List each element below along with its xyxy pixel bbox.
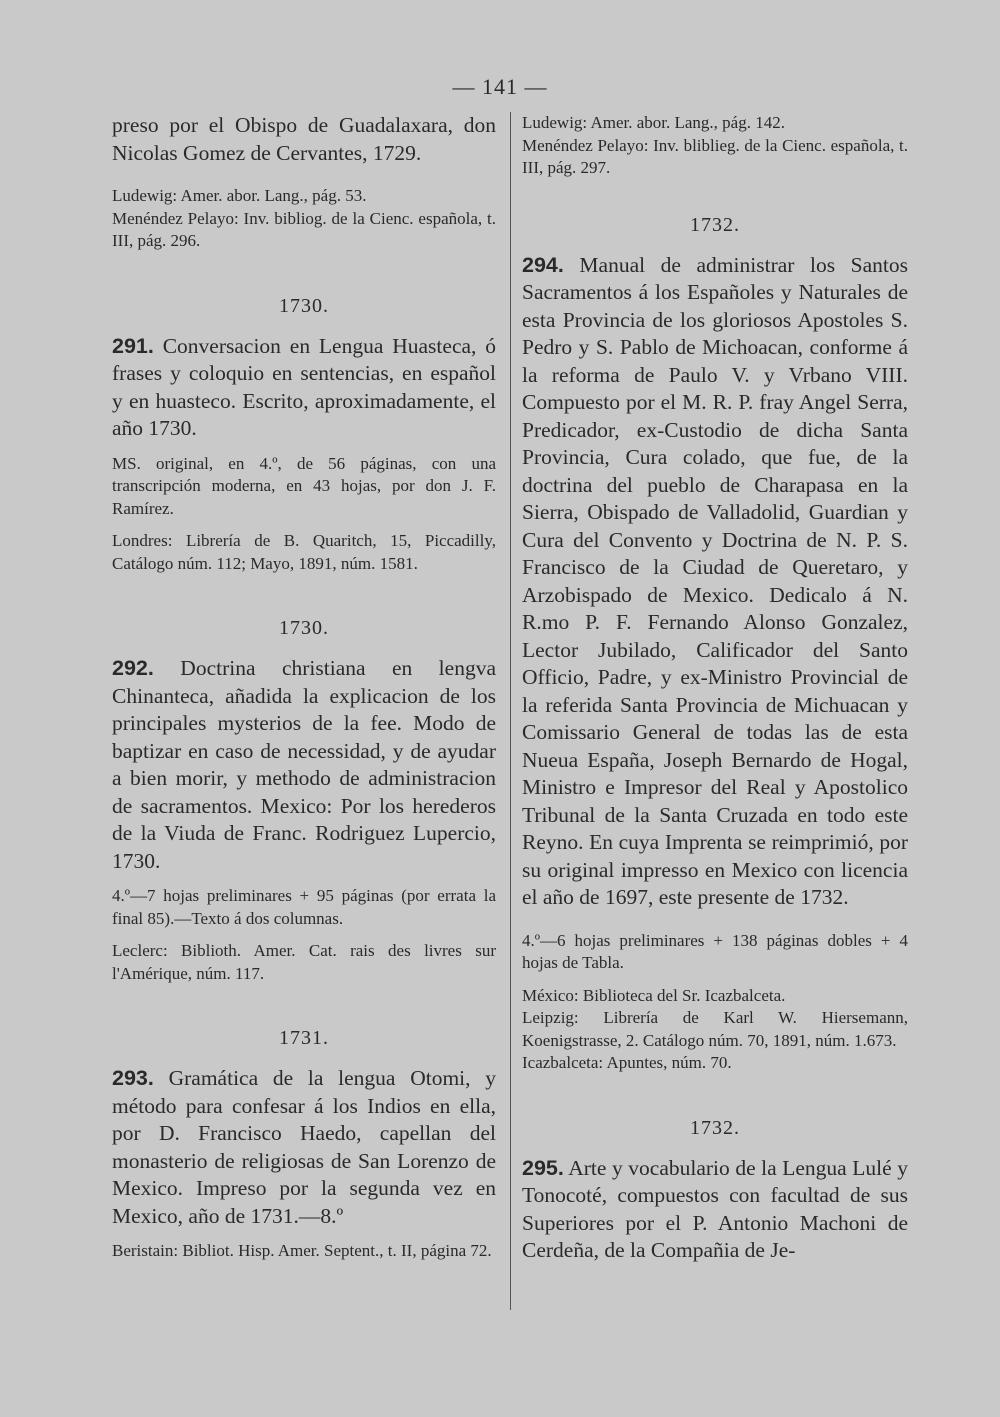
right-column — [522, 112, 908, 1275]
entry-295-title: Arte y vocabulario de la Lengua Lulé y Tonocoté, compuestos con facultad de sus Superiores por el P. Antonio Machoni de Cerdeña, de la Compañia de Je- — [522, 1155, 908, 1262]
entry-292-year: 1730. — [279, 617, 329, 639]
column-divider — [510, 112, 511, 1310]
entry-291-reference: Londres: Librería de B. Quaritch, 15, Piccadilly, Catálogo núm. 112; Mayo, 1891, núm. 1581. — [112, 531, 496, 573]
entry-293-reference-ludewig: Ludewig: Amer. abor. Lang., pág. 142. — [522, 113, 785, 132]
entry-294-reference-mexico: México: Biblioteca del Sr. Icazbalceta. — [522, 985, 786, 1005]
entry-290-continuation: preso por el Obispo de Guadalaxara, don Nicolas Gomez de Cervantes, 1729. — [112, 113, 496, 165]
entry-292 — [112, 655, 496, 875]
entry-295-year: 1732. — [690, 1116, 740, 1139]
entry-292-title: Doctrina christiana en lengva Chinanteca, añadida la explicacion de los principales mysterios de la fee. Modo de baptizar en caso de necessidad, y de ayudar a bien morir, y methodo de administracion de sacramentos. Mexico: Por los herederos de la Viuda de Franc. Rodriguez Lupercio, 1730. — [112, 656, 496, 873]
left-column — [112, 112, 496, 1273]
entry-291 — [112, 333, 496, 443]
entry-290-reference-menendez: Menéndez Pelayo: Inv. bibliog. de la Cienc. española, t. III, pág. 296. — [112, 208, 496, 250]
entry-294 — [522, 252, 908, 912]
entry-294-year: 1732. — [690, 213, 740, 236]
entry-294-title: Manual de administrar los Santos Sacramentos á los Españoles y Naturales de esta Provincia de los gloriosos Apostoles S. Pedro y S. Pablo de Michoacan, conforme á la reforma de Paulo V. y Vrbano VIII. Compuesto por el M. R. P. fray Angel Serra, Predicador, ex-Custodio de dicha Santa Provincia, Cura colado, que fue, de la doctrina del pueblo de Charapasa en la Sierra, Obispado de Valladolid, Guardian y Cura del Convento y Doctrina de N. P. S. Francisco de la Ciudad de Queretaro, y Arzobispado de Mexico. Dedicalo á N. R.mo P. F. Fernando Alonso Gonzalez, Lector Jubilado, Calificador del Santo Officio, Padre, y ex-Ministro Provincial de la referida Santa Provincia de Michuacan y Comissario General de todas las de esta Nueua España, Joseph Bernardo de Hogal, Ministro e Impresor del Real y Apostolico Tribunal de la Santa Cruzada en todo este Reyno. En cuya Imprenta se reimprimió, por su original impresso en Mexico con licencia el año de 1697, este presente de 1732. — [522, 252, 908, 909]
page-number: — 141 — — [452, 74, 548, 99]
entry-291-description: MS. original, en 4.º, de 56 páginas, con una transcripción moderna, en 43 hojas, por don J. F. Ramírez. — [112, 453, 496, 518]
entry-293-number: 293. — [112, 1066, 154, 1090]
entry-292-number: 292. — [112, 656, 154, 680]
entry-291-year: 1730. — [279, 294, 329, 317]
entry-295 — [522, 1155, 908, 1265]
entry-293 — [112, 1065, 496, 1230]
entry-293-title: Gramática de la lengua Otomi, y método para confesar á los Indios en ella, por D. Francisco Haedo, capellan del monasterio de religiosas de San Lorenzo de Mexico. Impreso por la segunda vez en Mexico, año de 1731.—8.º — [112, 1066, 497, 1228]
entry-293-reference-beristain: Beristain: Bibliot. Hisp. Amer. Septent., t. II, página 72. — [112, 1241, 492, 1260]
entry-292-reference: Leclerc: Biblioth. Amer. Cat. rais des livres sur l'Amérique, núm. 117. — [112, 941, 496, 983]
entry-295-number: 295. — [522, 1155, 564, 1180]
entry-292-description: 4.º—7 hojas preliminares + 95 páginas (por errata la final 85).—Texto á dos columnas. — [112, 886, 496, 928]
entry-291-number: 291. — [112, 333, 154, 358]
entry-294-number: 294. — [522, 252, 564, 277]
entry-291-title: Conversacion en Lengua Huasteca, ó frases y coloquio en sentencias, en español y en huasteco. Escrito, aproximadamente, el año 1730. — [112, 333, 496, 440]
entry-294-description: 4.º—6 hojas preliminares + 138 páginas dobles + 4 hojas de Tabla. — [522, 930, 908, 972]
entry-294-reference-leipzig: Leipzig: Librería de Karl W. Hiersemann, Koenigstrasse, 2. Catálogo núm. 70, 1891, núm. 1.673. — [522, 1008, 908, 1050]
entry-294-reference-icazbalceta: Icazbalceta: Apuntes, núm. 70. — [522, 1053, 732, 1072]
entry-290-reference-ludewig: Ludewig: Amer. abor. Lang., pág. 53. — [112, 186, 367, 205]
entry-293-year: 1731. — [279, 1027, 329, 1049]
entry-293-reference-menendez: Menéndez Pelayo: Inv. bliblieg. de la Cienc. española, t. III, pág. 297. — [522, 135, 908, 177]
